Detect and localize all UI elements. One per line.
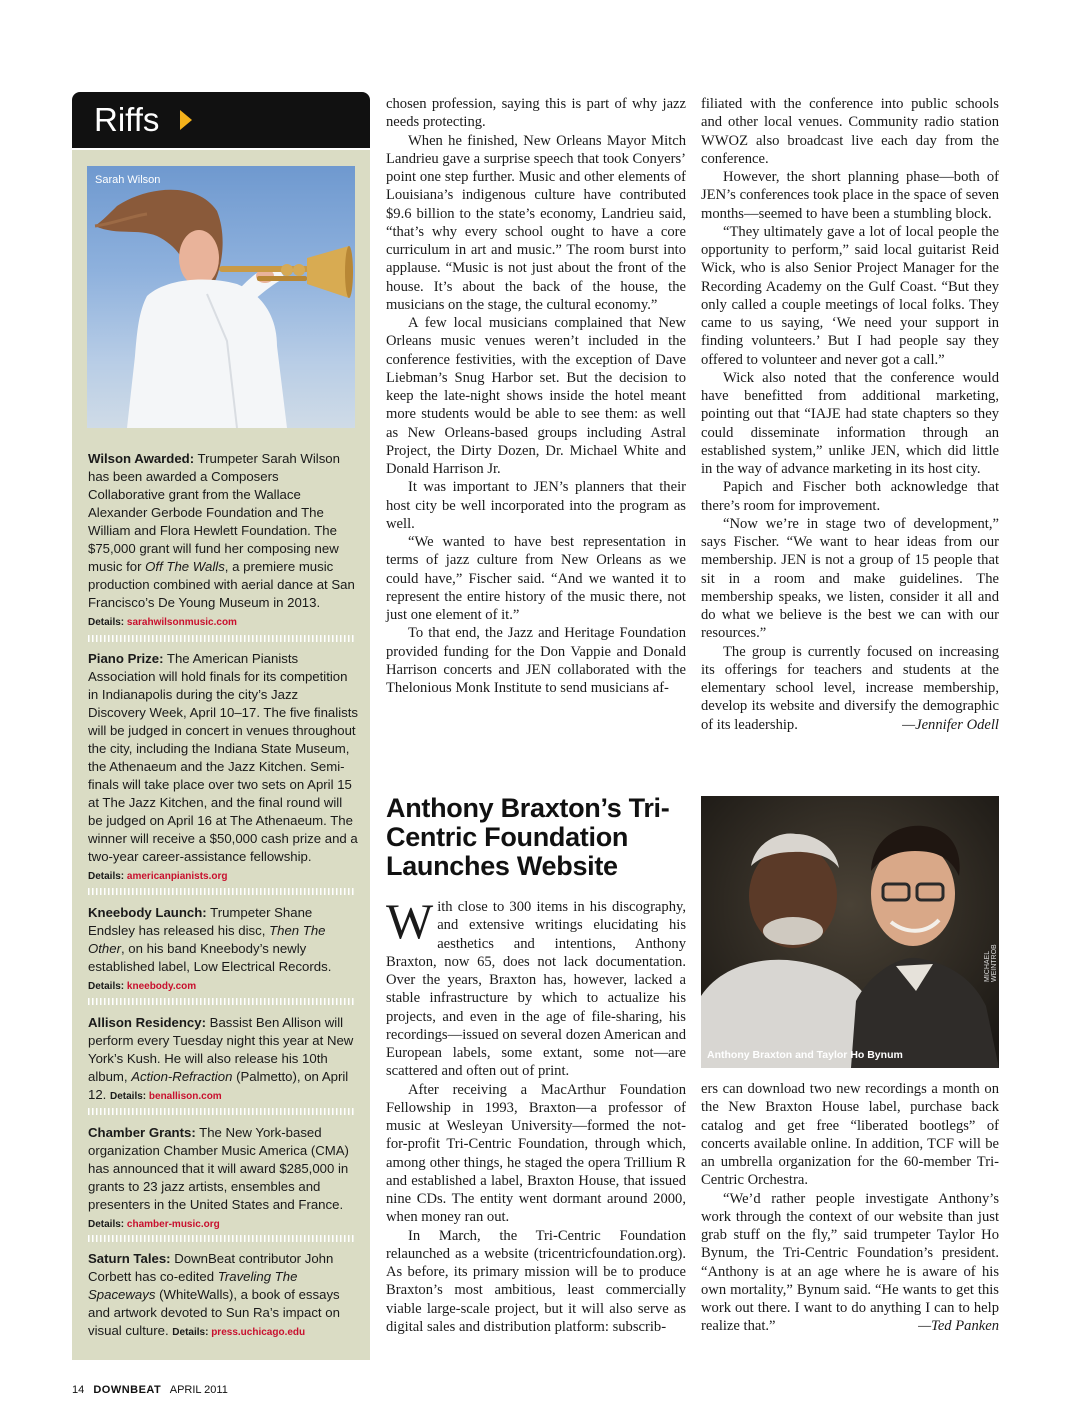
details-link[interactable]: press.uchicago.edu [211,1327,306,1338]
article1-col1 [386,95,686,697]
magazine-name: DOWNBEAT [93,1384,162,1396]
trumpeter-illustration [87,166,355,428]
paragraph: “We wanted to have best representation in terms of jazz culture from New Orleans as we could have,” Fischer said. “And we wanted it to represent the entire history of the music there, not just one element of it.” [386,534,686,623]
paragraph: After receiving a MacArthur Foundation Fellowship in 1993, Braxton—a professor of music at Wesleyan University—formed the not-for-profit Tri-Centric Foundation, through which, among other things, he staged the opera Trillium R and established a label, Braxton House, that issued nine CDs. The entity went dormant around 2000, when money ran out. [386,1081,686,1226]
paragraph: However, the short planning phase—both of JEN’s conferences took place in the space of seven months—seemed to have been a stumbling block. [701,169,999,222]
divider [88,1108,356,1115]
article1-col2 [701,95,999,734]
article2-col2 [701,1080,999,1336]
riffs-item-wilson: Wilson Awarded: Trumpeter Sarah Wilson has been awarded a Composers Collaborative grant from the Wallace Alexander Gerbode Foundation and The William and Flora Hewlett Foundation. The $75,000 grant will fund her composing new music for Off The Walls, a premiere music production combined with aerial dance at San Francisco’s De Young Museum in 2013. Details: sarahwilsonmusic.com [88,451,355,628]
paragraph: When he finished, New Orleans Mayor Mitch Landrieu gave a surprise speech that took Conyers’ point one step further. Music and other elements of Louisiana’s indigenous culture have contributed $9.6 billion to the state’s economy, Landrieu said, “that’s why every school ought to have a core curriculum in art and music.” The room burst into applause. “Music is not just about the front of the house. It’s about the back of the house, the musicians on the stage, the cultural economy.” [386,132,686,313]
details: Details: press.uchicago.edu [172,1327,306,1338]
details-link[interactable]: sarahwilsonmusic.com [126,617,237,628]
details: Details: kneebody.com [88,981,197,992]
details: Details: americanpianists.org [88,871,228,882]
article2-headline: Anthony Braxton’s Tri-Centric Foundation Launches Website [386,793,670,881]
portrait-illustration [701,796,999,1068]
riffs-title: Riffs [94,101,160,138]
details-link[interactable]: chamber-music.org [126,1219,220,1230]
article2-col1 [386,893,686,1336]
details: Details: benallison.com [110,1091,222,1102]
details: Details: sarahwilsonmusic.com [88,617,237,628]
paragraph: “We’d rather people investigate Anthony’s work through the context of our website than just grab stuff on the fly,” said trumpeter Taylor Ho Bynum, the Tri-Centric Foundation’s president. “Anthony is at an age where he is aware of his own mortality,” Bynum said. “He wants to get this work out there. I want to do anything I can to help realize that.” —Ted Panken [701,1190,999,1335]
byline: —Jennifer Odell [902,716,999,733]
photo-caption: Sarah Wilson [95,174,161,186]
issue-date: APRIL 2011 [169,1384,228,1396]
riffs-item-allison: Allison Residency: Bassist Ben Allison will perform every Tuesday night this year at New York’s Kush. He will also release his 10th album, Action-Refraction (Palmetto), on April 12. Details: benallison.com [88,1015,354,1102]
paragraph: In March, the Tri-Centric Foundation relaunched as a website (tricentricfoundation.org). As before, its primary mission will be to produce Braxton’s most ambitious, least commercially viable large-scale project, but it will also serve as digital sales and distribution platform: subscrib- [386,1227,686,1335]
paragraph: ers can download two new recordings a month on the New Braxton House label, purchase back catalog and get free “liberated bootlegs” of concerts available online. In addition, TCF will be an umbrella organization for the 60-member Tri-Centric Orchestra. [701,1081,999,1189]
photo-sarah-wilson [87,166,355,428]
details-link[interactable]: benallison.com [148,1091,222,1102]
riffs-item-chamber-grants: Chamber Grants: The New York-based organization Chamber Music America (CMA) has announced that it will award $285,000 in grants to 23 jazz artists, ensembles and presenters in the United States and France. Details: chamber-music.org [88,1125,349,1230]
paragraph: filiated with the conference into public schools and other local venues. Community radio station WWOZ also broadcast live each day from the conference. [701,96,999,167]
riffs-item-piano-prize: Piano Prize: The American Pianists Association will hold finals for its competition in Indianapolis during the city’s Jazz Discovery Week, April 10–17. The five finalists will be judged in concert in venues throughout the city, including the Indiana State Museum, the Athenaeum and the Jazz Kitchen. Semi-finals will take place over two sets on April 15 at The Jazz Kitchen, and the final round will be judged on April 16 at The Athenaeum. The winner will receive a $50,000 cash prize and a two-year career-assistance fellowship. Details: americanpianists.org [88,651,358,882]
paragraph: chosen profession, saying this is part of why jazz needs protecting. [386,96,686,131]
divider [88,1235,356,1242]
paragraph: It was important to JEN’s planners that their host city be well incorporated into the program as well. [386,479,686,532]
page-footer [72,1384,228,1396]
arrow-right-icon [180,110,192,130]
divider [88,888,356,895]
details: Details: chamber-music.org [88,1219,220,1230]
paragraph: “Now we’re in stage two of development,” says Fischer. “We want to hear ideas from our membership. JEN is not a group of 15 people that sit in a room and make guidelines. The membership speaks, we listen, consider it all and do what we believe is the best we can with our resources.” [701,515,999,642]
details-link[interactable]: kneebody.com [126,981,197,992]
drop-cap: W [386,893,434,949]
page-number: 14 [72,1384,85,1396]
lead-paragraph: With close to 300 items in his discography, and extensive writings elucidating his aesthetics and intentions, Anthony Braxton, now 65, does not lack documentation. Over the years, Braxton has, however, lacked a stable infrastructure by which to actualize his projects, and even in the age of file-sharing, his recordings—issued on several dozen American and European labels, some extant, some not—are scattered and often out of print. [386,893,686,1080]
riffs-header [72,92,370,148]
photo-caption: Anthony Braxton and Taylor Ho Bynum [707,1049,903,1061]
riffs-item-kneebody: Kneebody Launch: Trumpeter Shane Endsley has released his disc, Then The Other, on his band Kneebody’s newly established label, Low Electrical Records. Details: kneebody.com [88,905,332,992]
paragraph: Wick also noted that the conference would have benefitted from additional marketing, pointing out that “IAJE had state chapters so they could disseminate information through an established system,” unlike JEN, which did little in the way of advance marketing in its host city. [701,369,999,477]
paragraph: The group is currently focused on increasing its offerings for teachers and students at the elementary school level, increase membership, develop its website and diversify the demographic of its leadership. —Jennifer Odell [701,643,999,733]
riffs-sidebar [72,150,370,1360]
byline: —Ted Panken [918,1318,999,1335]
paragraph: A few local musicians complained that New Orleans music venues weren’t included in the conference festivities, with the exception of Dave Liebman’s Snug Harbor set. But the decision to keep the late-night shows inside the hotel meant more students would be able to see them: as well as New Orleans-based groups including Astral Project, the Dirty Dozen, Dr. Michael White and Donald Harrison Jr. [386,315,686,477]
details-link[interactable]: americanpianists.org [126,871,228,882]
photo-credit: MICHAEL WEINTROB [984,944,998,982]
photo-braxton-bynum [701,796,999,1068]
paragraph: Papich and Fischer both acknowledge that there’s room for improvement. [701,479,999,514]
divider [88,998,356,1005]
paragraph: To that end, the Jazz and Heritage Foundation provided funding for the Don Vappie and Donald Harrison concerts and JEN collaborated with the Thelonious Monk Institute to send musicians af- [386,625,686,696]
paragraph: “They ultimately gave a lot of local people the opportunity to perform,” said local guitarist Reid Wick, who is also Senior Project Manager for the Recording Academy on the Gulf Coast. “But they only called a couple meetings of local folks. They came to us saying, ‘We need your support in finding volunteers.’ But I had people say they offered to volunteer and never got a call.” [701,223,999,368]
riffs-item-saturn-tales: Saturn Tales: DownBeat contributor John Corbett has co-edited Traveling The Spaceways (WhiteWalls), a book of essays and artwork devoted to Sun Ra’s impact on visual culture. Details: press.uchicago.edu [88,1251,340,1338]
divider [88,635,356,642]
